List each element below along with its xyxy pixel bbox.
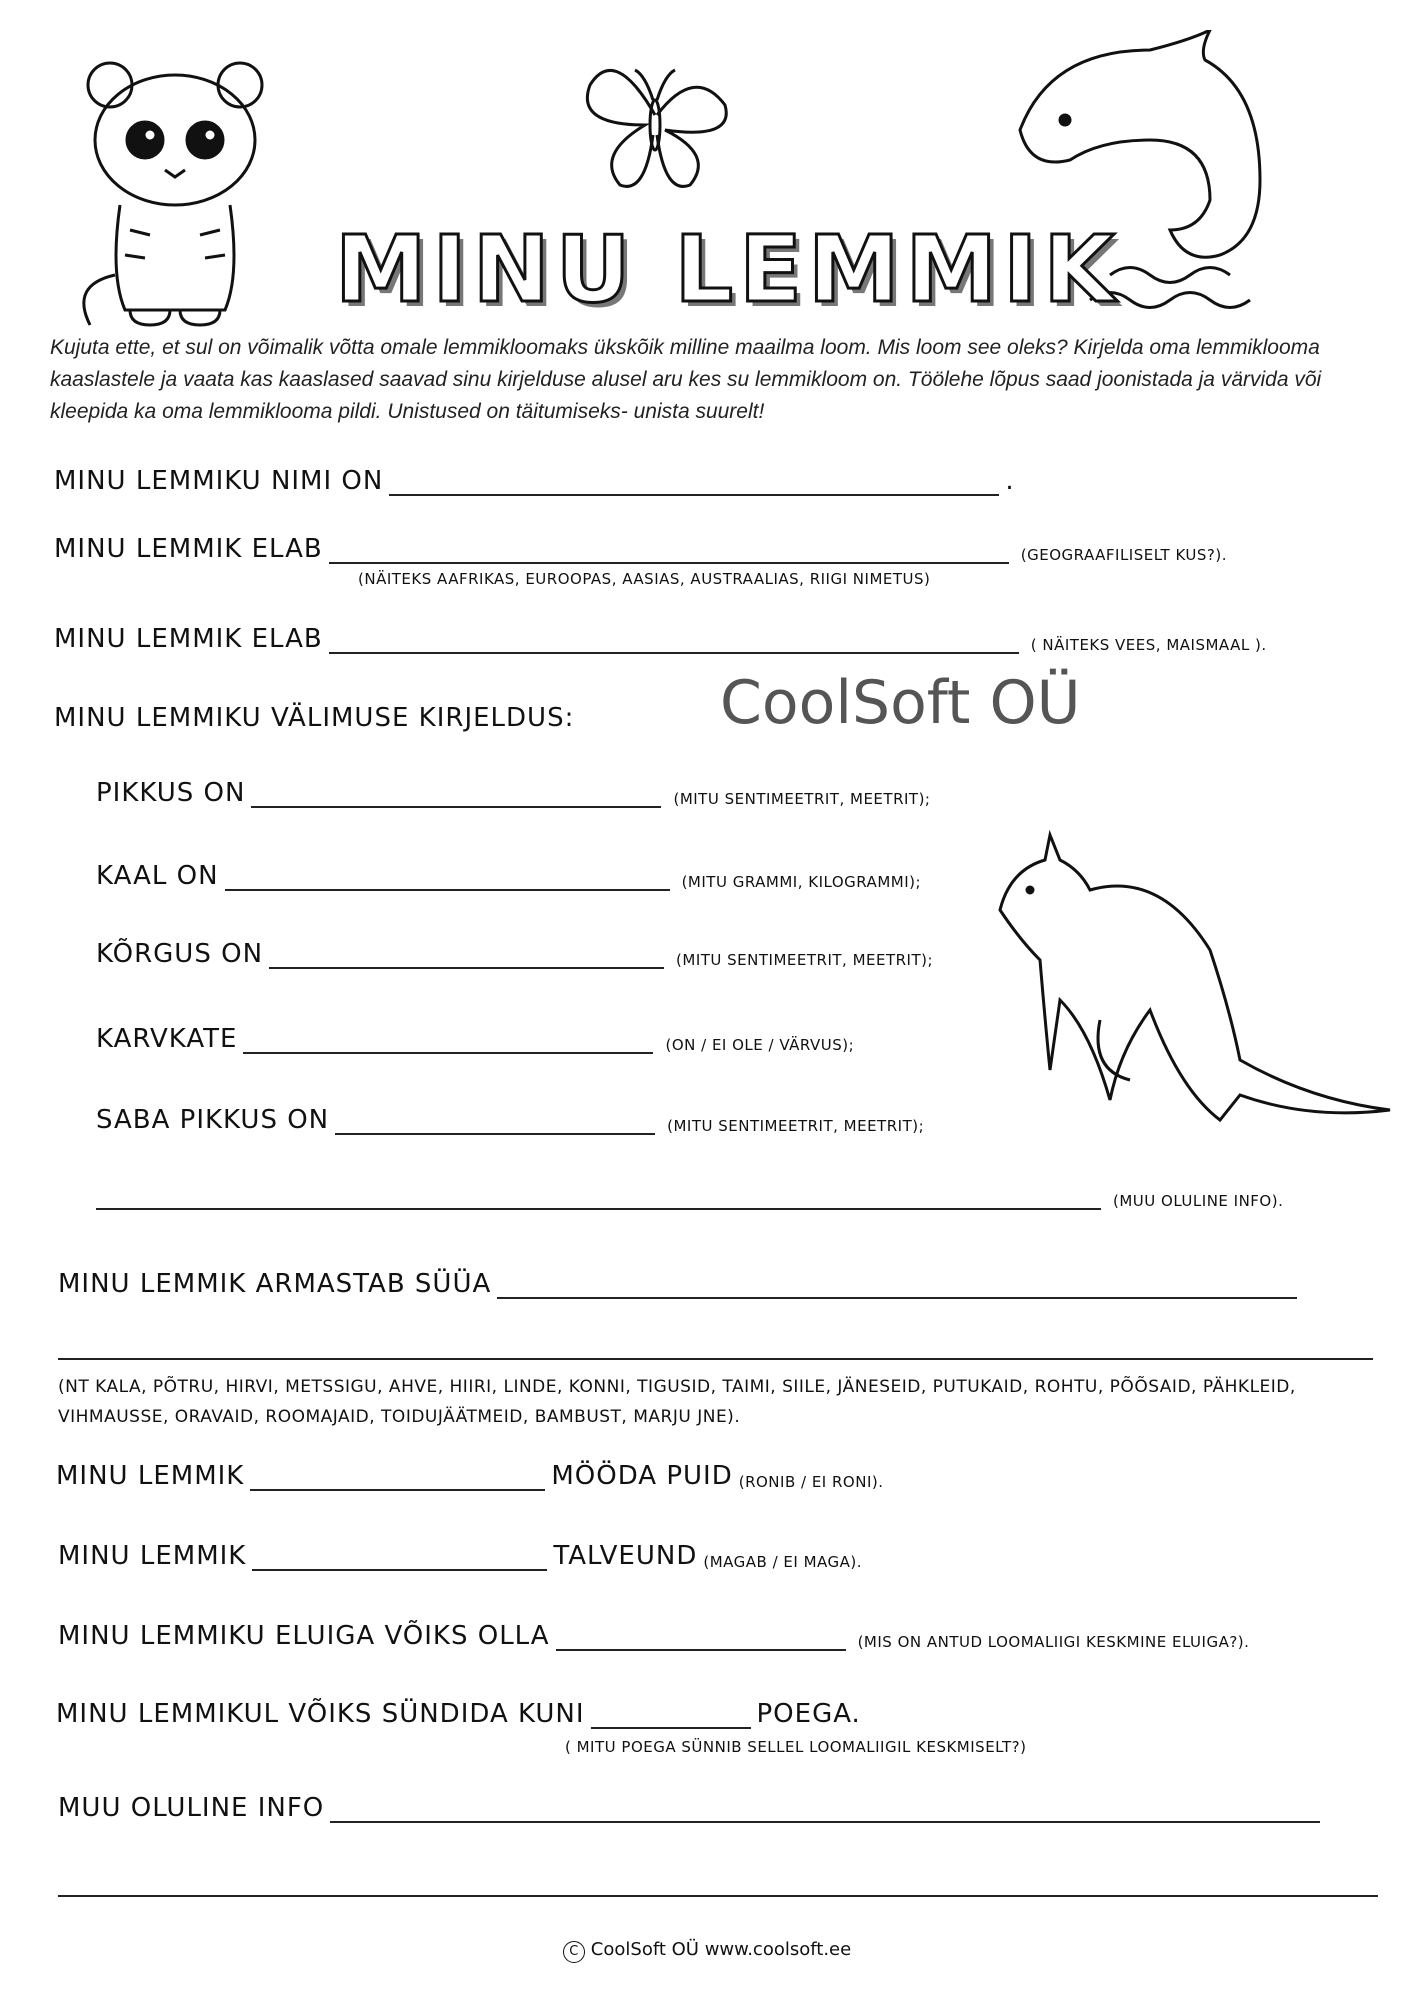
lives-env-blank[interactable] (329, 630, 1019, 654)
name-blank[interactable] (389, 472, 999, 496)
field-food (58, 1269, 1303, 1299)
field-label: KARVKATE (96, 1024, 238, 1054)
field-label: MINU LEMMIK ARMASTAB SÜÜA (58, 1269, 492, 1299)
copyright-icon: C (563, 1941, 585, 1963)
field-other-appearance (96, 1186, 1283, 1210)
page-title: MINU LEMMIK (335, 216, 1121, 323)
field-note: (MITU SENTIMEETRIT, MEETRIT); (673, 790, 931, 808)
field-height (96, 939, 933, 969)
field-lives-geo (54, 534, 1227, 564)
field-note: (MITU SENTIMEETRIT, MEETRIT); (667, 1117, 925, 1135)
kangaroo-illustration (990, 830, 1400, 1130)
field-climb (56, 1461, 884, 1491)
other-appearance-blank[interactable] (96, 1186, 1101, 1210)
offspring-blank[interactable] (591, 1705, 751, 1729)
appearance-heading (54, 703, 574, 733)
other-blank[interactable] (330, 1799, 1320, 1823)
field-other (58, 1793, 1326, 1823)
other-blank-line-2[interactable] (58, 1895, 1378, 1897)
field-label: MUU OLULINE INFO (58, 1793, 325, 1823)
footer-text: CoolSoft OÜ www.coolsoft.ee (590, 1939, 852, 1960)
field-note: (MITU GRAMMI, KILOGRAMMI); (681, 873, 922, 891)
field-label: MINU LEMMIKU ELUIGA VÕIKS OLLA (58, 1621, 550, 1651)
field-note: (MITU SENTIMEETRIT, MEETRIT); (676, 951, 934, 969)
field-note: (GEOGRAAFILISELT KUS?). (1020, 546, 1227, 564)
field-note: (MUU OLULINE INFO). (1113, 1192, 1284, 1210)
field-label-after: MÖÖDA PUID (551, 1461, 733, 1491)
field-label: SABA PIKKUS ON (96, 1105, 330, 1135)
field-note: ( NÄITEKS VEES, MAISMAAL ). (1030, 636, 1267, 654)
height-blank[interactable] (269, 945, 664, 969)
food-examples-hint: (NT KALA, PÕTRU, HIRVI, METSSIGU, AHVE, HIIRI, LINDE, KONNI, TIGUSID, TAIMI, SIILE, JÄNESEID, PUTUKAID, ROHTU, PÕÕSAID, PÄHKLEID, VIHMAUSSE, ORAVAID, ROOMAJAID, TOIDUJÄÄTMEID, BAMBUST, MARJU JNE). (58, 1377, 1296, 1427)
food-blank[interactable] (497, 1275, 1297, 1299)
field-label-after: TALVEUND (553, 1541, 698, 1571)
field-label: KÕRGUS ON (96, 939, 264, 969)
watermark: CoolSoft OÜ (720, 668, 1081, 738)
intro-text: Kujuta ette, et sul on võimalik võtta omale lemmikloomaks ükskõik milline maailma loom. Mis loom see oleks? Kirjelda oma lemmiklooma kaaslastele ja vaata kas kaaslased saavad sinu kirjelduse alusel aru kes su lemmikloom on. Töölehe lõpus saad joonistada ja värvida või kleepida ka oma lemmiklooma pildi. Unistused on täitumiseks- unista suurelt! (50, 336, 1322, 423)
field-label: PIKKUS ON (96, 778, 246, 808)
section-heading: MINU LEMMIKU VÄLIMUSE KIRJELDUS: (54, 703, 575, 733)
fur-blank[interactable] (243, 1030, 653, 1054)
footer (0, 1938, 1414, 1963)
tail-blank[interactable] (335, 1111, 655, 1135)
field-hint: ( MITU POEGA SÜNNIB SELLEL LOOMALIIGIL KESKMISELT?) (565, 1738, 1027, 1756)
length-blank[interactable] (251, 784, 661, 808)
field-note: (MIS ON ANTUD LOOMALIIGI KESKMINE ELUIGA?). (857, 1633, 1250, 1651)
hibernate-blank[interactable] (252, 1547, 547, 1571)
field-fur (96, 1024, 854, 1054)
field-label: MINU LEMMIK (58, 1541, 247, 1571)
field-label: MINU LEMMIK ELAB (54, 624, 323, 654)
field-label: MINU LEMMIK (56, 1461, 245, 1491)
field-note: (RONIB / EI RONI). (738, 1473, 884, 1491)
lives-geo-blank[interactable] (329, 540, 1009, 564)
field-name (54, 466, 1015, 496)
field-weight (96, 861, 921, 891)
field-hibernate (58, 1541, 862, 1571)
field-lifespan (58, 1621, 1249, 1651)
food-blank-line-2[interactable] (58, 1358, 1373, 1360)
field-label: MINU LEMMIK ELAB (54, 534, 323, 564)
field-label: MINU LEMMIKU NIMI ON (54, 466, 384, 496)
field-offspring (56, 1699, 861, 1729)
field-hint: (NÄITEKS AAFRIKAS, EUROOPAS, AASIAS, AUSTRAALIAS, RIIGI NIMETUS) (358, 570, 931, 588)
field-note: (MAGAB / EI MAGA). (703, 1553, 863, 1571)
field-label: KAAL ON (96, 861, 219, 891)
field-tail (96, 1105, 924, 1135)
field-label: MINU LEMMIKUL VÕIKS SÜNDIDA KUNI (56, 1699, 585, 1729)
climb-blank[interactable] (250, 1467, 545, 1491)
weight-blank[interactable] (225, 867, 670, 891)
field-lives-env (54, 624, 1267, 654)
field-length (96, 778, 930, 808)
butterfly-illustration (575, 45, 735, 195)
lifespan-blank[interactable] (556, 1627, 846, 1651)
field-note: (ON / EI OLE / VÄRVUS); (665, 1036, 855, 1054)
tiger-cub-illustration (70, 45, 280, 330)
field-end: . (1005, 466, 1015, 496)
field-label-after: POEGA. (756, 1699, 861, 1729)
